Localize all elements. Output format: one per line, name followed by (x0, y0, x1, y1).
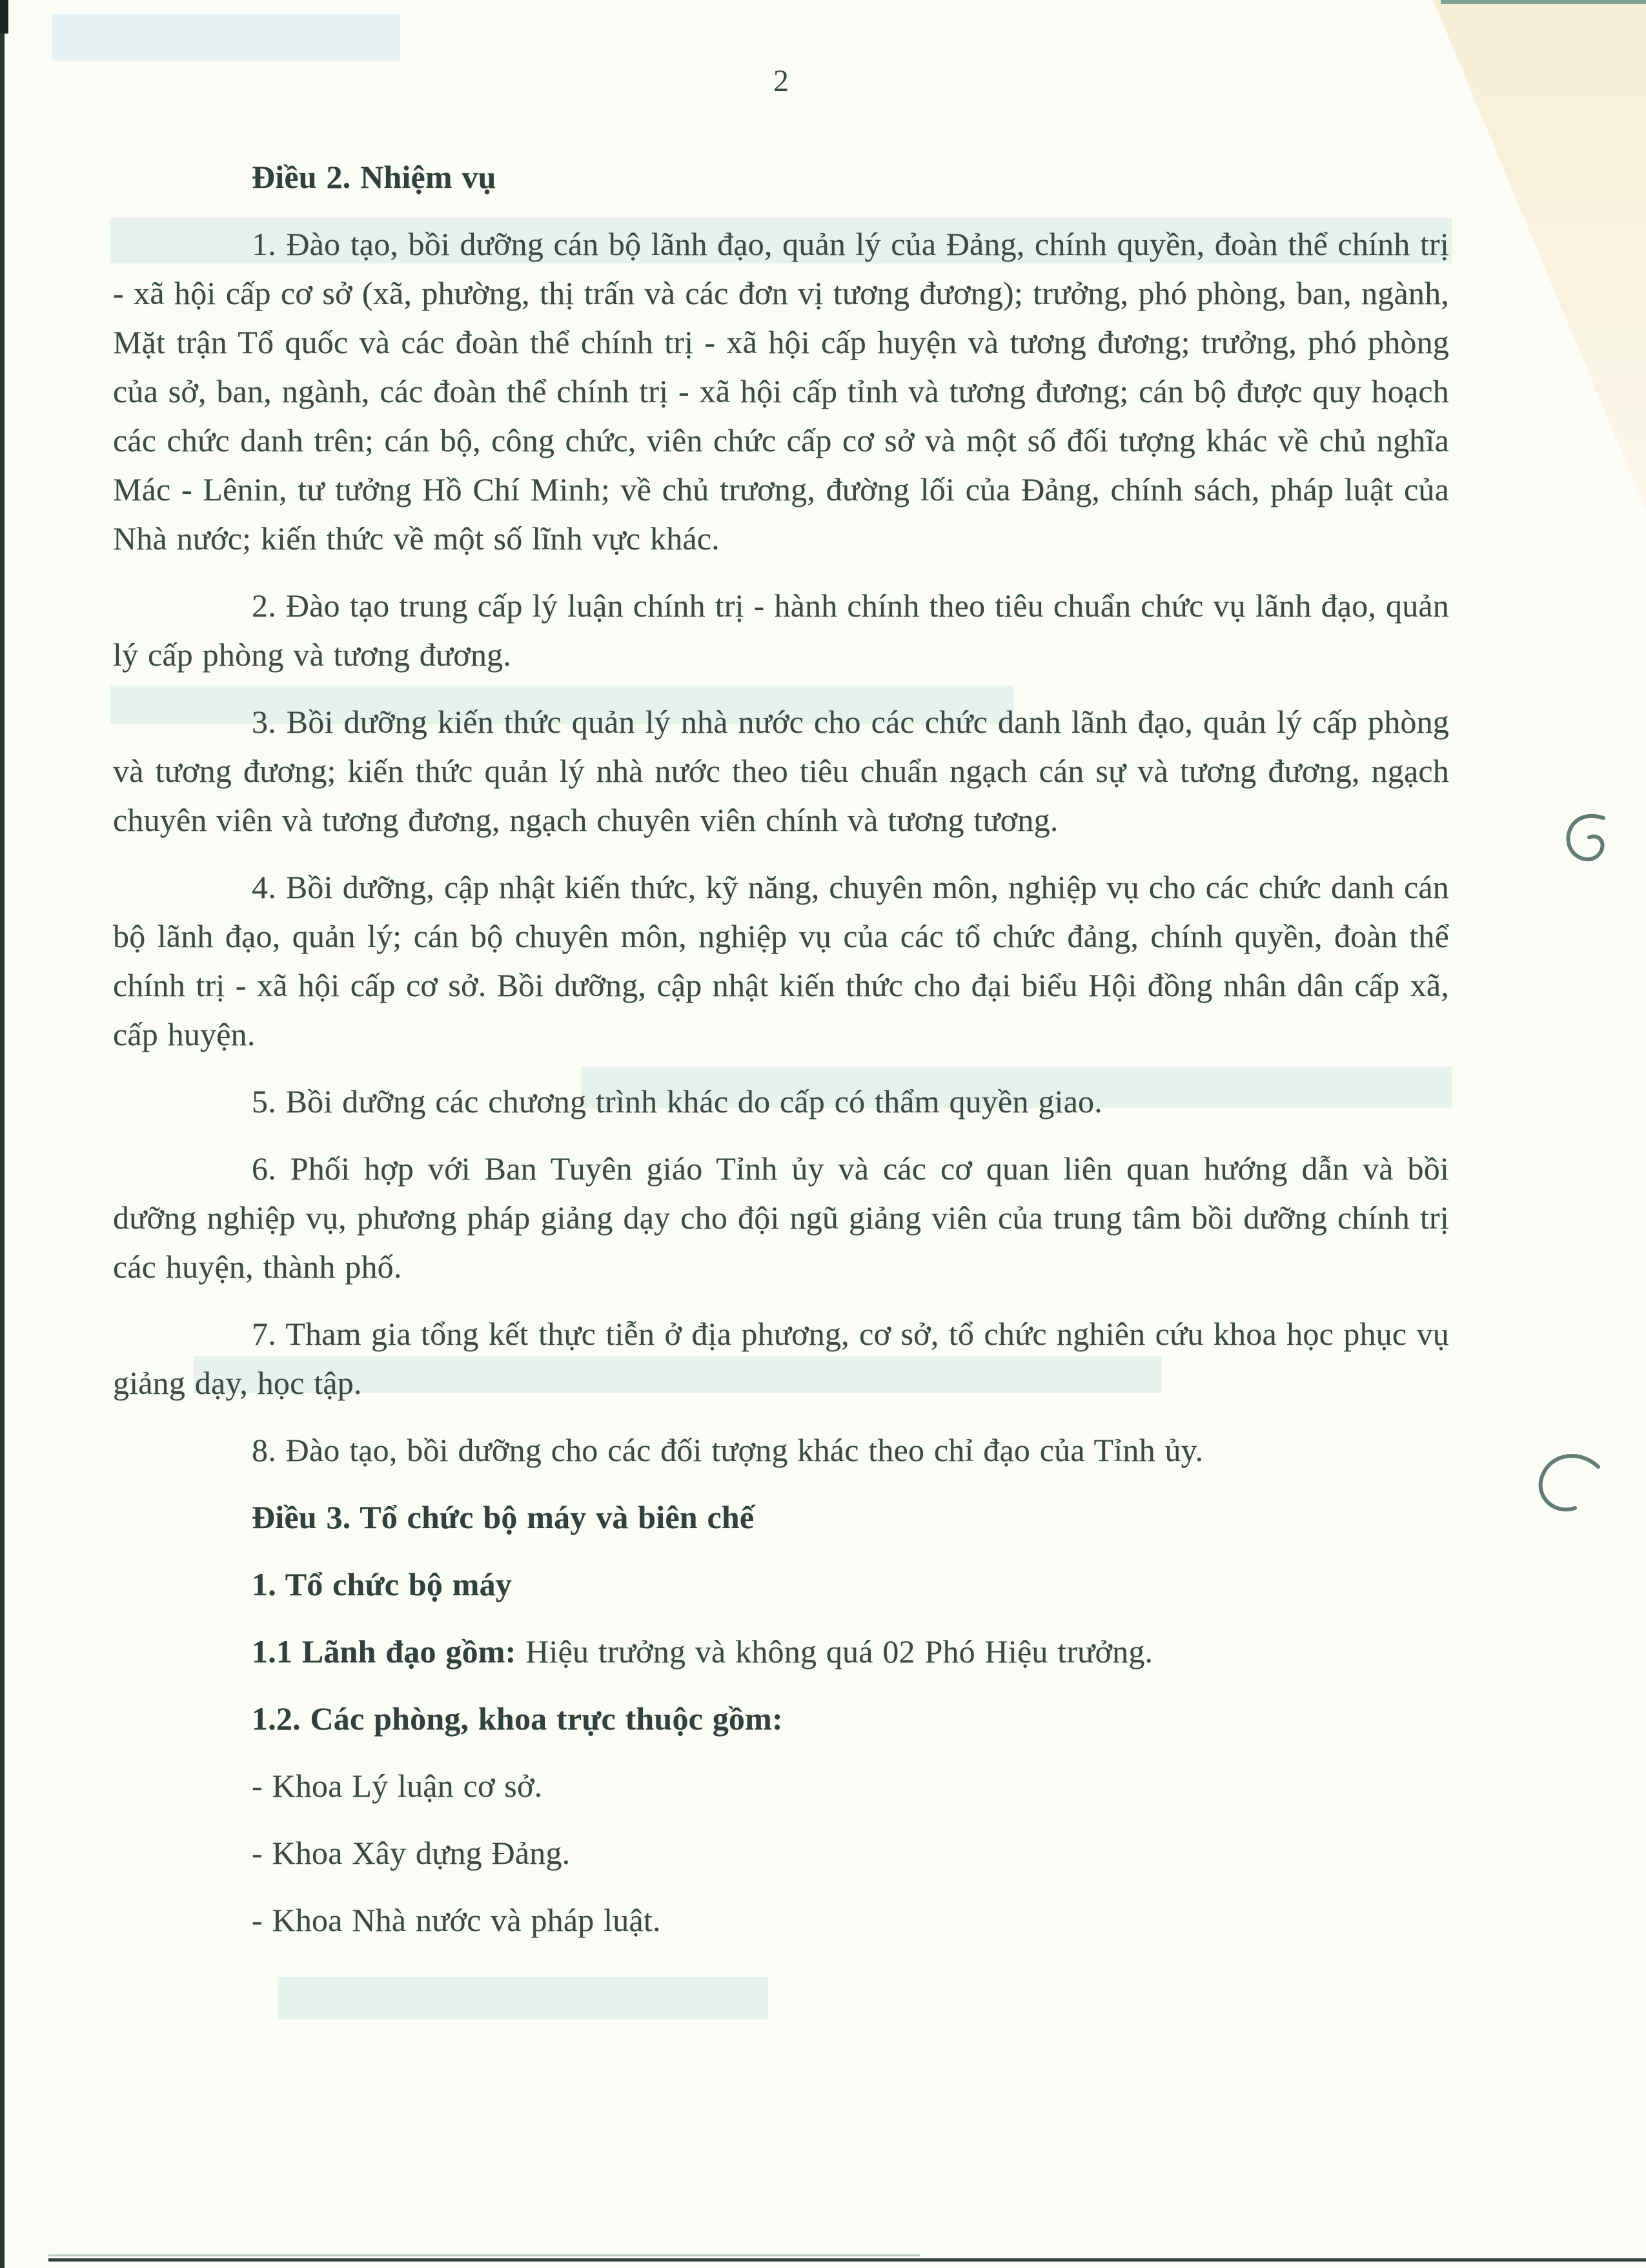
scan-bottom-edge-line (48, 2258, 1646, 2262)
scan-left-edge-bar (0, 0, 5, 2268)
ink-swirl-mark (1561, 810, 1615, 877)
scan-band (278, 1977, 768, 2019)
task-paragraph-6: 6. Phối hợp với Ban Tuyên giáo Tỉnh ủy và các cơ quan liên quan hướng dẫn và bồi dưỡng nghiệp vụ, phương pháp giảng dạy cho đội ngũ giảng viên của trung tâm bồi dưỡng chính trị các huyện, thành phố. (113, 1150, 1449, 1285)
task-paragraph-2: 2. Đào tạo trung cấp lý luận chính trị - hành chính theo tiêu chuẩn chức vụ lãnh đạo, quản lý cấp phòng và tương đương. (113, 587, 1449, 673)
task-paragraph-5: 5. Bồi dưỡng các chương trình khác do cấp có thẩm quyền giao. (252, 1083, 1102, 1119)
org-structure-heading: 1. Tổ chức bộ máy (252, 1566, 513, 1602)
department-item-3: - Khoa Nhà nước và pháp luật. (252, 1902, 661, 1938)
scan-top-left-corner-mark (0, 0, 8, 34)
departments-heading: 1.2. Các phòng, khoa trực thuộc gồm: (252, 1701, 783, 1737)
scan-page-fold (1433, 0, 1646, 510)
scan-top-edge-line (1441, 0, 1646, 4)
leadership-label: 1.1 Lãnh đạo gồm: (252, 1633, 516, 1670)
article-3-heading: Điều 3. Tổ chức bộ máy và biên chế (252, 1499, 755, 1535)
task-paragraph-1: 1. Đào tạo, bồi dưỡng cán bộ lãnh đạo, quản lý của Đảng, chính quyền, đoàn thể chính trị - xã hội cấp cơ sở (xã, phường, thị trấn và các đơn vị tương đương); trưởng, phó phòng, ban, ngành, Mặt trận Tổ quốc và các đoàn thể chính trị - xã hội cấp huyện và tương đương; trưởng, phó phòng của sở, ban, ngành, các đoàn thể chính trị - xã hội cấp tỉnh và tương đương; cán bộ được quy hoạch các chức danh trên; cán bộ, công chức, viên chức cấp cơ sở và một số đối tượng khác về chủ nghĩa Mác - Lênin, tư tưởng Hồ Chí Minh; về chủ trương, đường lối của Đảng, chính sách, pháp luật của Nhà nước; kiến thức về một số lĩnh vực khác. (113, 226, 1449, 557)
task-paragraph-4: 4. Bồi dưỡng, cập nhật kiến thức, kỹ năng, chuyên môn, nghiệp vụ cho các chức danh cán bộ lãnh đạo, quản lý; cán bộ chuyên môn, nghiệp vụ của các tổ chức đảng, chính quyền, đoàn thể chính trị - xã hội cấp cơ sở. Bồi dưỡng, cập nhật kiến thức cho đại biểu Hội đồng nhân dân cấp xã, cấp huyện. (113, 869, 1449, 1052)
page-number: 2 (773, 64, 789, 98)
department-item-2: - Khoa Xây dựng Đảng. (252, 1835, 571, 1871)
leadership-text: Hiệu trưởng và không quá 02 Phó Hiệu trưởng. (516, 1633, 1153, 1670)
task-paragraph-7: 7. Tham gia tổng kết thực tiễn ở địa phương, cơ sở, tổ chức nghiên cứu khoa học phục vụ giảng dạy, học tập. (113, 1316, 1449, 1401)
department-item-1: - Khoa Lý luận cơ sở. (252, 1768, 543, 1804)
task-paragraph-3: 3. Bồi dưỡng kiến thức quản lý nhà nước cho các chức danh lãnh đạo, quản lý cấp phòng và tương đương; kiến thức quản lý nhà nước theo tiêu chuẩn ngạch cán sự và tương đương, ngạch chuyên viên và tương đương, ngạch chuyên viên chính và tương tương. (113, 704, 1449, 838)
ink-swirl-mark (1535, 1450, 1607, 1522)
article-2-heading: Điều 2. Nhiệm vụ (252, 159, 496, 195)
document-page (113, 0, 1449, 1963)
leadership-line (113, 1627, 1449, 1676)
scan-bottom-line-soft (48, 2254, 920, 2256)
task-paragraph-8: 8. Đào tạo, bồi dưỡng cho các đối tượng khác theo chỉ đạo của Tỉnh ủy. (252, 1432, 1204, 1468)
